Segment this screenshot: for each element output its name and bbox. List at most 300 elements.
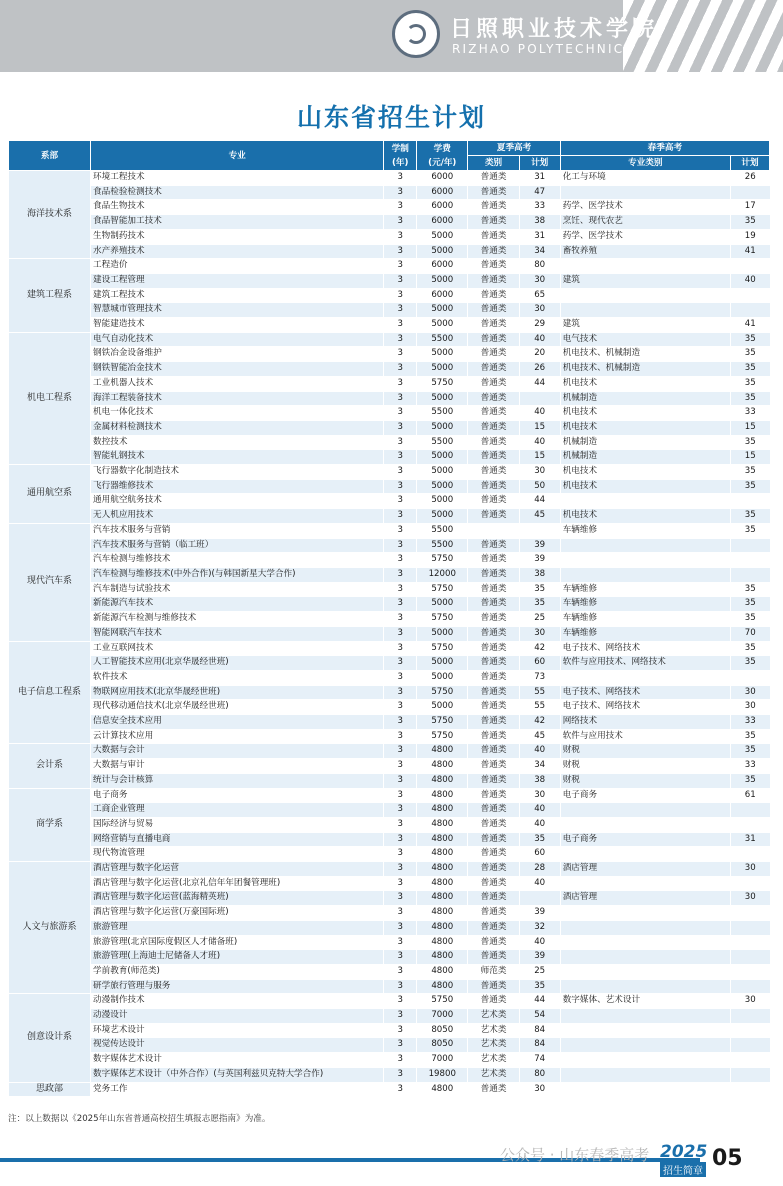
spring-type-cell: 畜牧养殖 (560, 244, 730, 259)
spring-type-cell: 软件与应用技术、网络技术 (560, 656, 730, 671)
spring-type-cell: 电子技术、网络技术 (560, 700, 730, 715)
spring-type-cell (560, 950, 730, 965)
fee-cell: 4800 (417, 788, 468, 803)
fee-cell: 4800 (417, 832, 468, 847)
spring-type-cell (560, 876, 730, 891)
summer-plan-cell: 65 (519, 288, 560, 303)
years-cell: 3 (384, 759, 417, 774)
fee-cell: 5000 (417, 656, 468, 671)
summer-type-cell: 普通类 (468, 215, 519, 230)
table-row (9, 626, 770, 641)
dept-cell: 建筑工程系 (9, 259, 91, 333)
table-row (9, 288, 770, 303)
fee-cell: 5000 (417, 626, 468, 641)
spring-plan-cell: 35 (730, 509, 769, 524)
table-row (9, 700, 770, 715)
summer-plan-cell: 31 (519, 229, 560, 244)
major-cell: 智能网联汽车技术 (91, 626, 384, 641)
table-row (9, 832, 770, 847)
summer-plan-cell: 47 (519, 185, 560, 200)
spring-plan-cell: 15 (730, 450, 769, 465)
table-row (9, 964, 770, 979)
spring-type-cell (560, 935, 730, 950)
table-row (9, 509, 770, 524)
spring-plan-cell (730, 803, 769, 818)
spring-type-cell: 电子商务 (560, 832, 730, 847)
years-cell: 3 (384, 641, 417, 656)
spring-type-cell (560, 1023, 730, 1038)
major-cell: 生物制药技术 (91, 229, 384, 244)
table-row (9, 244, 770, 259)
summer-type-cell: 普通类 (468, 950, 519, 965)
col-major: 专业 (91, 141, 384, 171)
years-cell: 3 (384, 891, 417, 906)
table-row (9, 906, 770, 921)
summer-plan-cell: 38 (519, 215, 560, 230)
summer-type-cell: 普通类 (468, 509, 519, 524)
spring-plan-cell (730, 964, 769, 979)
summer-plan-cell: 15 (519, 450, 560, 465)
spring-type-cell: 机电技术 (560, 479, 730, 494)
spring-type-cell (560, 303, 730, 318)
years-cell: 3 (384, 1067, 417, 1082)
spring-plan-cell: 35 (730, 362, 769, 377)
fee-cell: 12000 (417, 567, 468, 582)
spring-plan-cell: 35 (730, 597, 769, 612)
spring-type-cell (560, 494, 730, 509)
spring-type-cell: 车辆维修 (560, 612, 730, 627)
summer-plan-cell: 42 (519, 715, 560, 730)
spring-plan-cell: 31 (730, 832, 769, 847)
spring-plan-cell: 35 (730, 332, 769, 347)
spring-plan-cell: 35 (730, 391, 769, 406)
spring-type-cell: 电气技术 (560, 332, 730, 347)
major-cell: 食品检验检测技术 (91, 185, 384, 200)
fee-cell: 6000 (417, 200, 468, 215)
table-row (9, 1053, 770, 1068)
years-cell: 3 (384, 171, 417, 186)
school-name-cn: 日照职业技术学院 (450, 17, 659, 42)
spring-type-cell: 酒店管理 (560, 862, 730, 877)
spring-type-cell: 车辆维修 (560, 582, 730, 597)
summer-plan-cell: 30 (519, 303, 560, 318)
fee-cell: 5500 (417, 523, 468, 538)
years-cell: 3 (384, 862, 417, 877)
years-cell: 3 (384, 612, 417, 627)
spring-plan-cell: 30 (730, 891, 769, 906)
major-cell: 现代移动通信技术(北京华晟经世班) (91, 700, 384, 715)
summer-plan-cell: 50 (519, 479, 560, 494)
table-row (9, 362, 770, 377)
years-cell: 3 (384, 523, 417, 538)
years-cell: 3 (384, 450, 417, 465)
spring-type-cell (560, 979, 730, 994)
years-cell: 3 (384, 435, 417, 450)
spring-plan-cell: 33 (730, 715, 769, 730)
summer-plan-cell: 54 (519, 1009, 560, 1024)
years-cell: 3 (384, 876, 417, 891)
major-cell: 汽车制造与试验技术 (91, 582, 384, 597)
summer-type-cell: 普通类 (468, 729, 519, 744)
years-cell: 3 (384, 229, 417, 244)
years-cell: 3 (384, 729, 417, 744)
spring-plan-cell (730, 1009, 769, 1024)
fee-cell: 5750 (417, 994, 468, 1009)
summer-plan-cell: 40 (519, 332, 560, 347)
fee-cell: 4800 (417, 803, 468, 818)
years-cell: 3 (384, 656, 417, 671)
years-cell: 3 (384, 1009, 417, 1024)
fee-cell: 5500 (417, 332, 468, 347)
summer-type-cell: 普通类 (468, 994, 519, 1009)
summer-plan-cell: 44 (519, 376, 560, 391)
spring-plan-cell (730, 950, 769, 965)
table-row (9, 406, 770, 421)
years-cell: 3 (384, 847, 417, 862)
major-cell: 机电一体化技术 (91, 406, 384, 421)
spring-type-cell: 车辆维修 (560, 523, 730, 538)
major-cell: 智能轧钢技术 (91, 450, 384, 465)
major-cell: 大数据与审计 (91, 759, 384, 774)
summer-type-cell: 普通类 (468, 273, 519, 288)
summer-type-cell: 普通类 (468, 847, 519, 862)
major-cell: 动漫制作技术 (91, 994, 384, 1009)
summer-type-cell: 普通类 (468, 935, 519, 950)
fee-cell: 4800 (417, 950, 468, 965)
major-cell: 现代物流管理 (91, 847, 384, 862)
major-cell: 酒店管理与数字化运营(北京礼信年年团餐管理班) (91, 876, 384, 891)
years-cell: 3 (384, 303, 417, 318)
summer-plan-cell: 26 (519, 362, 560, 377)
table-row (9, 171, 770, 186)
fee-cell: 5000 (417, 303, 468, 318)
spring-plan-cell: 26 (730, 171, 769, 186)
summer-type-cell: 艺术类 (468, 1053, 519, 1068)
summer-type-cell: 普通类 (468, 759, 519, 774)
summer-plan-cell: 35 (519, 832, 560, 847)
fee-cell: 4800 (417, 876, 468, 891)
spring-type-cell (560, 847, 730, 862)
header-bar (0, 0, 783, 72)
years-cell: 3 (384, 1023, 417, 1038)
major-cell: 新能源汽车检测与维修技术 (91, 612, 384, 627)
brand-subtitle: 招生简章 (660, 1162, 706, 1177)
fee-cell: 8050 (417, 1023, 468, 1038)
spring-plan-cell (730, 847, 769, 862)
years-cell: 3 (384, 670, 417, 685)
spring-plan-cell (730, 670, 769, 685)
table-row (9, 979, 770, 994)
summer-plan-cell (519, 523, 560, 538)
summer-type-cell: 普通类 (468, 376, 519, 391)
years-cell: 3 (384, 376, 417, 391)
spring-type-cell: 机电技术 (560, 406, 730, 421)
summer-type-cell: 普通类 (468, 700, 519, 715)
major-cell: 汽车技术服务与营销（临工班） (91, 538, 384, 553)
years-cell: 3 (384, 362, 417, 377)
summer-plan-cell (519, 891, 560, 906)
years-cell: 3 (384, 950, 417, 965)
summer-type-cell: 普通类 (468, 332, 519, 347)
spring-plan-cell (730, 876, 769, 891)
school-logo-icon (392, 10, 440, 58)
fee-cell: 5000 (417, 362, 468, 377)
spring-type-cell: 机电技术 (560, 465, 730, 480)
summer-plan-cell: 31 (519, 171, 560, 186)
spring-type-cell: 机电技术 (560, 420, 730, 435)
page-title: 山东省招生计划 (296, 103, 486, 132)
summer-type-cell: 普通类 (468, 906, 519, 921)
summer-type-cell: 普通类 (468, 685, 519, 700)
fee-cell: 5000 (417, 465, 468, 480)
spring-type-cell (560, 538, 730, 553)
summer-type-cell: 普通类 (468, 479, 519, 494)
col-summer-plan: 计划 (519, 156, 560, 171)
summer-plan-cell: 40 (519, 876, 560, 891)
years-cell: 3 (384, 1082, 417, 1097)
spring-type-cell: 机电技术 (560, 509, 730, 524)
major-cell: 汽车技术服务与营销 (91, 523, 384, 538)
dept-cell: 人文与旅游系 (9, 862, 91, 994)
summer-plan-cell: 29 (519, 318, 560, 333)
summer-type-cell: 普通类 (468, 803, 519, 818)
years-cell: 3 (384, 994, 417, 1009)
summer-type-cell: 艺术类 (468, 1009, 519, 1024)
fee-cell: 4800 (417, 1082, 468, 1097)
summer-type-cell: 普通类 (468, 773, 519, 788)
spring-type-cell: 数字媒体、艺术设计 (560, 994, 730, 1009)
table-row (9, 935, 770, 950)
dept-cell: 会计系 (9, 744, 91, 788)
fee-cell: 5000 (417, 450, 468, 465)
major-cell: 飞行器数字化制造技术 (91, 465, 384, 480)
years-cell: 3 (384, 479, 417, 494)
dept-cell: 商学系 (9, 788, 91, 862)
years-cell: 3 (384, 906, 417, 921)
years-cell: 3 (384, 597, 417, 612)
col-spring-plan: 计划 (730, 156, 769, 171)
major-cell: 统计与会计核算 (91, 773, 384, 788)
summer-type-cell: 普通类 (468, 567, 519, 582)
years-cell: 3 (384, 817, 417, 832)
spring-type-cell (560, 906, 730, 921)
fee-cell: 5750 (417, 715, 468, 730)
major-cell: 人工智能技术应用(北京华晟经世班) (91, 656, 384, 671)
dept-cell: 机电工程系 (9, 332, 91, 464)
summer-plan-cell: 44 (519, 494, 560, 509)
spring-plan-cell: 35 (730, 465, 769, 480)
table-row (9, 553, 770, 568)
fee-cell: 5000 (417, 391, 468, 406)
summer-type-cell: 普通类 (468, 538, 519, 553)
spring-type-cell: 机械制造 (560, 391, 730, 406)
spring-plan-cell (730, 259, 769, 274)
summer-plan-cell: 42 (519, 641, 560, 656)
major-cell: 建筑工程技术 (91, 288, 384, 303)
fee-cell: 6000 (417, 288, 468, 303)
fee-cell: 4800 (417, 979, 468, 994)
fee-cell: 4800 (417, 964, 468, 979)
spring-plan-cell (730, 906, 769, 921)
spring-plan-cell (730, 538, 769, 553)
table-row (9, 1067, 770, 1082)
major-cell: 无人机应用技术 (91, 509, 384, 524)
fee-cell: 5000 (417, 347, 468, 362)
table-row (9, 435, 770, 450)
spring-type-cell: 建筑 (560, 273, 730, 288)
spring-plan-cell: 61 (730, 788, 769, 803)
spring-plan-cell (730, 303, 769, 318)
years-cell: 3 (384, 538, 417, 553)
years-cell: 3 (384, 685, 417, 700)
fee-cell: 5750 (417, 553, 468, 568)
fee-cell: 4800 (417, 773, 468, 788)
table-row (9, 420, 770, 435)
summer-type-cell: 普通类 (468, 876, 519, 891)
col-dept: 系部 (9, 141, 91, 171)
years-cell: 3 (384, 420, 417, 435)
spring-plan-cell: 30 (730, 994, 769, 1009)
table-row (9, 465, 770, 480)
table-row (9, 538, 770, 553)
spring-type-cell (560, 288, 730, 303)
years-cell: 3 (384, 920, 417, 935)
fee-cell: 7000 (417, 1053, 468, 1068)
fee-cell: 19800 (417, 1067, 468, 1082)
table-row (9, 759, 770, 774)
table-row (9, 479, 770, 494)
years-cell: 3 (384, 935, 417, 950)
fee-cell: 5750 (417, 612, 468, 627)
spring-plan-cell (730, 185, 769, 200)
summer-type-cell: 普通类 (468, 259, 519, 274)
table-row (9, 303, 770, 318)
summer-type-cell: 普通类 (468, 347, 519, 362)
summer-type-cell: 普通类 (468, 612, 519, 627)
summer-plan-cell: 15 (519, 420, 560, 435)
major-cell: 旅游管理 (91, 920, 384, 935)
summer-type-cell: 艺术类 (468, 1038, 519, 1053)
years-cell: 3 (384, 318, 417, 333)
dept-cell: 海洋技术系 (9, 171, 91, 259)
summer-plan-cell: 44 (519, 994, 560, 1009)
table-row (9, 597, 770, 612)
table-row (9, 876, 770, 891)
spring-plan-cell: 35 (730, 479, 769, 494)
major-cell: 数字媒体艺术设计 (91, 1053, 384, 1068)
summer-type-cell: 普通类 (468, 817, 519, 832)
summer-plan-cell: 40 (519, 744, 560, 759)
table-row (9, 920, 770, 935)
spring-type-cell: 车辆维修 (560, 626, 730, 641)
years-cell: 3 (384, 465, 417, 480)
years-cell: 3 (384, 259, 417, 274)
table-row (9, 332, 770, 347)
major-cell: 食品智能加工技术 (91, 215, 384, 230)
spring-type-cell: 机电技术、机械制造 (560, 362, 730, 377)
fee-cell: 4800 (417, 906, 468, 921)
table-row (9, 950, 770, 965)
summer-plan-cell: 80 (519, 259, 560, 274)
years-cell: 3 (384, 347, 417, 362)
spring-plan-cell: 40 (730, 273, 769, 288)
summer-type-cell: 普通类 (468, 626, 519, 641)
spring-plan-cell (730, 494, 769, 509)
summer-plan-cell: 73 (519, 670, 560, 685)
table-row (9, 318, 770, 333)
summer-type-cell: 普通类 (468, 920, 519, 935)
summer-plan-cell: 84 (519, 1023, 560, 1038)
major-cell: 智慧城市管理技术 (91, 303, 384, 318)
table-body (9, 171, 770, 1097)
fee-cell: 4800 (417, 817, 468, 832)
table-row (9, 185, 770, 200)
spring-plan-cell: 35 (730, 347, 769, 362)
summer-type-cell: 艺术类 (468, 1067, 519, 1082)
spring-type-cell: 药学、医学技术 (560, 229, 730, 244)
table-row (9, 847, 770, 862)
fee-cell: 5000 (417, 597, 468, 612)
spring-type-cell: 酒店管理 (560, 891, 730, 906)
col-summer-exam: 夏季高考 (468, 141, 560, 156)
summer-type-cell: 普通类 (468, 715, 519, 730)
fee-cell: 4800 (417, 759, 468, 774)
spring-type-cell: 机械制造 (560, 435, 730, 450)
major-cell: 酒店管理与数字化运营(蓝海精英班) (91, 891, 384, 906)
spring-plan-cell (730, 1082, 769, 1097)
summer-plan-cell: 39 (519, 538, 560, 553)
summer-plan-cell: 35 (519, 582, 560, 597)
school-name-en: RIZHAO POLYTECHNIC (452, 42, 625, 56)
spring-plan-cell: 35 (730, 641, 769, 656)
spring-type-cell (560, 817, 730, 832)
summer-type-cell: 普通类 (468, 171, 519, 186)
major-cell: 旅游管理(北京国际度假区人才储备班) (91, 935, 384, 950)
fee-cell: 5500 (417, 435, 468, 450)
summer-type-cell: 普通类 (468, 979, 519, 994)
spring-plan-cell (730, 288, 769, 303)
spring-plan-cell: 33 (730, 759, 769, 774)
fee-cell: 5000 (417, 229, 468, 244)
summer-type-cell: 普通类 (468, 553, 519, 568)
table-row (9, 788, 770, 803)
summer-plan-cell: 55 (519, 700, 560, 715)
summer-type-cell: 艺术类 (468, 1023, 519, 1038)
table-row (9, 773, 770, 788)
major-cell: 旅游管理(上海迪士尼储备人才班) (91, 950, 384, 965)
spring-type-cell: 机械制造 (560, 450, 730, 465)
fee-cell: 6000 (417, 259, 468, 274)
fee-cell: 4800 (417, 744, 468, 759)
summer-plan-cell: 30 (519, 788, 560, 803)
spring-type-cell: 财税 (560, 773, 730, 788)
spring-plan-cell: 70 (730, 626, 769, 641)
spring-plan-cell (730, 935, 769, 950)
fee-cell: 5500 (417, 406, 468, 421)
major-cell: 水产养殖技术 (91, 244, 384, 259)
spring-plan-cell: 35 (730, 435, 769, 450)
spring-type-cell (560, 964, 730, 979)
fee-cell: 4800 (417, 862, 468, 877)
fee-cell: 5750 (417, 376, 468, 391)
summer-type-cell: 普通类 (468, 465, 519, 480)
table-row (9, 1023, 770, 1038)
summer-plan-cell: 39 (519, 906, 560, 921)
table-row (9, 347, 770, 362)
summer-type-cell: 普通类 (468, 656, 519, 671)
fee-cell: 5000 (417, 479, 468, 494)
major-cell: 工程造价 (91, 259, 384, 274)
